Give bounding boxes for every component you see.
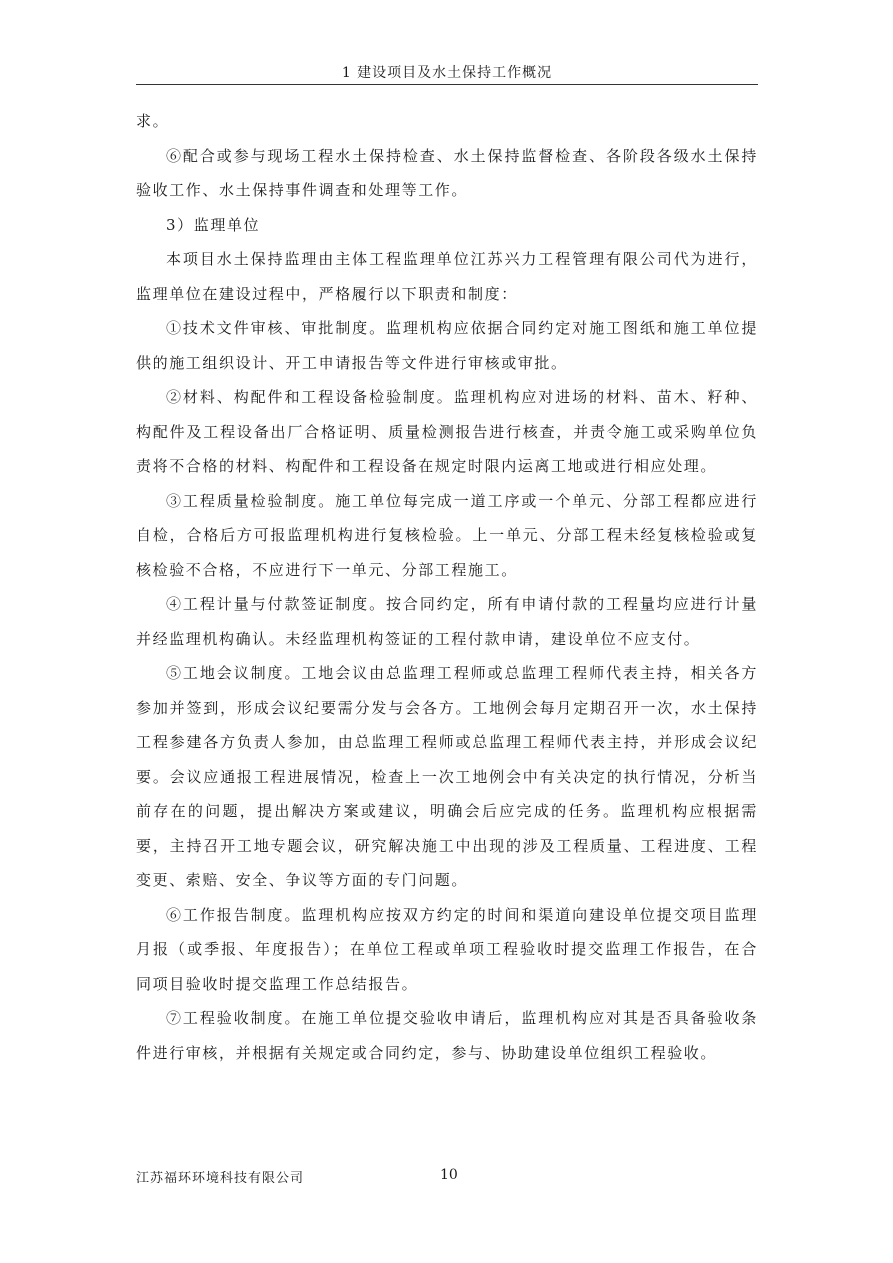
header-divider [136, 84, 758, 85]
page-footer [136, 1167, 758, 1187]
paragraph: ①技术文件审核、审批制度。监理机构应依据合同约定对施工图纸和施工单位提供的施工组织设计、开工申请报告等文件进行审核或审批。 [136, 319, 758, 372]
paragraph: ⑥工作报告制度。监理机构应按双方约定的时间和渠道向建设单位提交项目监理月报（或季报、年度报告）；在单位工程或单项工程验收时提交监理工作报告，在合同项目验收时提交监理工作总结报告。 [136, 905, 758, 993]
paragraph: ⑥配合或参与现场工程水土保持检查、水土保持监督检查、各阶段各级水土保持验收工作、水土保持事件调查和处理等工作。 [136, 146, 758, 199]
paragraph: ⑤工地会议制度。工地会议由总监理工程师或总监理工程师代表主持，相关各方参加并签到，形成会议纪要需分发与会各方。工地例会每月定期召开一次，水土保持工程参建各方负责人参加，由总监理工程师或总监理工程师代表主持，并形成会议纪要。会议应通报工程进展情况，检查上一次工地例会中有关决定的执行情况，分析当前存在的问题，提出解决方案或建议，明确会后应完成的任务。监理机构应根据需要，主持召开工地专题会议，研究解决施工中出现的涉及工程质量、工程进度、工程变更、索赔、安全、争议等方面的专门问题。 [136, 664, 758, 889]
paragraph: ④工程计量与付款签证制度。按合同约定，所有申请付款的工程量均应进行计量并经监理机构确认。未经监理机构签证的工程付款申请，建设单位不应支付。 [136, 595, 758, 648]
paragraph: ⑦工程验收制度。在施工单位提交验收申请后，监理机构应对其是否具备验收条件进行审核，并根据有关规定或合同约定，参与、协助建设单位组织工程验收。 [136, 1009, 758, 1062]
running-header: 1 建设项目及水土保持工作概况 [341, 65, 553, 81]
section-heading: 3）监理单位 [166, 215, 261, 234]
paragraph: ③工程质量检验制度。施工单位每完成一道工序或一个单元、分部工程都应进行自检，合格后方可报监理机构进行复核检验。上一单元、分部工程未经复核检验或复核检验不合格，不应进行下一单元、分部工程施工。 [136, 491, 758, 579]
footer-company-name: 江苏福环环境科技有限公司 [136, 1171, 305, 1186]
body-text [136, 104, 758, 1070]
page-number: 10 [440, 1167, 458, 1183]
paragraph: ②材料、构配件和工程设备检验制度。监理机构应对进场的材料、苗木、籽种、构配件及工程设备出厂合格证明、质量检测报告进行核查，并责令施工或采购单位负责将不合格的材料、构配件和工程设备在规定时限内运离工地或进行相应处理。 [136, 388, 758, 475]
paragraph-continuation: 求。 [136, 112, 170, 130]
paragraph: 本项目水土保持监理由主体工程监理单位江苏兴力工程管理有限公司代为进行，监理单位在建设过程中，严格履行以下职责和制度： [136, 250, 758, 303]
